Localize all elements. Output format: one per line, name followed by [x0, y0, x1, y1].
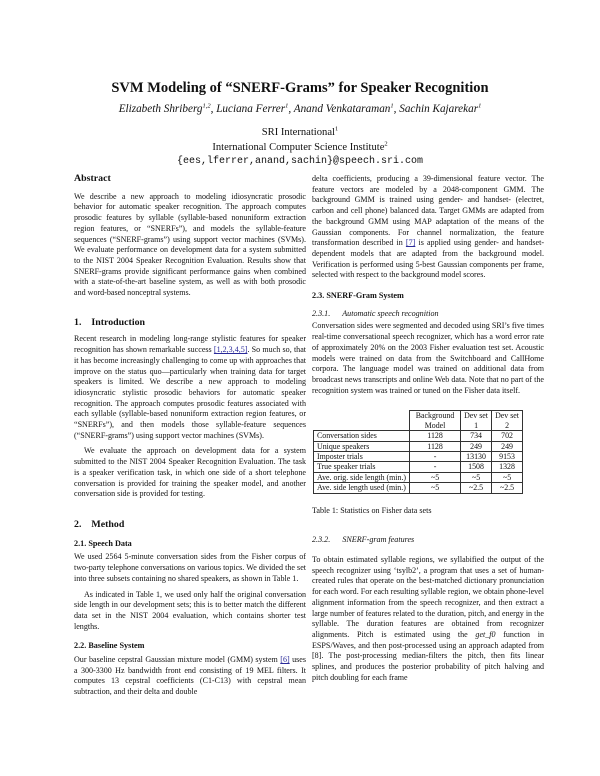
left-column — [74, 174, 306, 698]
author-list: Elizabeth Shriberg$^{1,2}$, Luciana Ferrer$^1$, Anand Venkataraman$^1$, Sachin Kajarekar$^1$ — [118, 102, 482, 115]
subsubsection-heading-asr: 2.3.1. Automatic speech recognition — [312, 308, 439, 318]
table-cell: 734 — [461, 431, 492, 441]
affiliation-line: International Computer Science Institute$^2$ — [212, 139, 388, 153]
citation-link[interactable]: [1,2,3,4,5] — [213, 345, 248, 355]
abstract-text: We describe a new approach to modeling idiosyncratic prosodic behavior for automatic speaker recognition. The approach computes prosodic features by syllable (syllable-based nonuniform extraction region features, or “SNERFs”), and models the syllable-feature sequences (“SNERF-grams”) using support vector machines (SVMs). We evaluate performance on development data for a system submitted to the NIST 2004 Speaker Recognition Evaluation. Results show that SNERF-grams provide significant performance gains when combined with a state-of-the-art baseline system, as well as with both prosodic and word-based nonceptral systems. — [74, 191, 306, 298]
intro-paragraph: We evaluate the approach on development data for a system submitted to the NIST 2004 Speaker Recognition Evaluation. The task is a speaker verification task, in which one side of a short telephone conversation is provided for training the speaker model, and another conversation side is provided for testing. — [74, 446, 306, 499]
method-paragraph: Our baseline cepstral Gaussian mixture model (GMM) system [6] uses a 300-3300 Hz bandwidth front end consisting of 19 MEL filters. It computes 13 cepstral coefficients (C1-C13) with cepstral mean subtraction, and their delta and double — [74, 655, 307, 697]
method-paragraph: delta coefficients, producing a 39-dimensional feature vector. The feature vectors are modeled by a 2048-component GMM. The background GMM is trained using gender- and handset- (electret, carbon and cell phone) balanced data. Target GMMs are adapted from the background GMM using MAP adaptation of the means of the Gaussian components. For channel normalization, the feature transformation described in [7] is applied using gender- and handset-dependent models that are adapted from the background model. Verification is performed using 5-best Gaussian components per frame, selected with respect to the background model scores. — [312, 174, 544, 280]
citation-link[interactable]: [7] — [405, 238, 416, 248]
right-column — [312, 174, 544, 683]
table-cell: 702 — [492, 431, 523, 441]
paper-title: SVM Modeling of “SNERF-Grams” for Speaker Recognition — [111, 80, 489, 96]
table-cell: ~5 — [492, 472, 523, 482]
table-cell: 1328 — [492, 462, 523, 472]
table-cell: Ave. orig. side length (min.) — [314, 472, 410, 482]
table-cell: 13130 — [461, 451, 492, 461]
section-heading-introduction: 1. Introduction — [74, 316, 146, 328]
author-name: Anand Venkataraman — [293, 103, 391, 115]
method-paragraph: Conversation sides were segmented and decoded using SRI’s five times real-time conversational speech recognizer, which has a word error rate of approximately 20% on the 2003 Fisher evaluation test set. Acoustic models were trained on data from the Switchboard and CallHome corpora. The language model was trained on additional data from broadcast news transcripts and online Web data. Note that no part of the recognition system was trained or tuned on the Fisher data itself. — [312, 321, 544, 395]
author-affil-mark: 1,2 — [202, 102, 211, 110]
table-cell: 1508 — [461, 462, 492, 472]
table-header-cell: Background Model — [410, 411, 461, 431]
table-cell: 1128 — [410, 431, 461, 441]
author-affil-mark: 1 — [478, 102, 482, 110]
affiliation-line: SRI International$^1$ — [261, 125, 339, 138]
subsection-heading-speech-data: 2.1. Speech Data — [74, 538, 132, 548]
subsubsection-heading-snerf-features: 2.3.2. SNERF-gram features — [312, 535, 415, 545]
author-affil-mark: 1 — [285, 102, 289, 110]
table-cell: 249 — [461, 441, 492, 451]
author-name: Elizabeth Shriberg — [118, 103, 203, 115]
table-cell: 1128 — [410, 441, 461, 451]
table-header-cell — [314, 411, 410, 431]
table-cell: 9153 — [492, 451, 523, 461]
author-email: {ees,lferrer,anand,sachin}@speech.sri.com — [176, 156, 424, 167]
table-cell: Unique speakers — [314, 441, 410, 451]
subsection-heading-baseline: 2.2. Baseline System — [74, 641, 145, 651]
table-row — [314, 483, 523, 493]
table-header-cell: Dev set 1 — [461, 411, 492, 431]
author-name: Sachin Kajarekar — [399, 103, 479, 115]
table-row — [314, 462, 523, 472]
abstract-heading: Abstract — [74, 173, 111, 184]
function-name: get_f0 — [475, 629, 496, 639]
method-paragraph: We used 2564 5-minute conversation sides from the Fisher corpus of two-party telephone conversations on various topics. We divided the set into three subsets containing no shared speakers, as shown in Table 1. — [74, 552, 306, 583]
table-cell: ~5 — [410, 483, 461, 493]
table-cell: True speaker trials — [314, 462, 410, 472]
method-paragraph: As indicated in Table 1, we used only half the original conversation side length in our development sets; this is to better match the different data set in the NIST 2004 evaluation, which contains shorter test lengths. — [74, 589, 306, 631]
author-name: Luciana Ferrer — [216, 103, 286, 115]
citation-link[interactable]: [6] — [280, 655, 290, 665]
intro-paragraph: Recent research in modeling long-range stylistic features for speaker recognition has shown remarkable success [1,2,3,4,5]. So much so, that it has become increasingly challenging to come up with approaches that improve on the status quo—particularly when training data for target speakers is limited. We describe a new approach to modeling idiosyncratic stylistic prosodic behaviors for automatic speaker recognition. The approach computes prosodic features associated with each syllable (syllable-based nonuniform extraction region features, or “SNERFs”), and then models those syllable-feature sequences (“SNERF-grams”) using support vector machines (SVMs). — [74, 334, 307, 440]
table-cell: Ave. side length used (min.) — [314, 483, 410, 493]
table-row — [314, 431, 523, 441]
table-cell: ~2.5 — [461, 483, 492, 493]
table-cell: 249 — [492, 441, 523, 451]
affiliations — [0, 126, 600, 170]
author-affil-mark: 1 — [390, 102, 394, 110]
section-heading-method: 2. Method — [74, 518, 125, 530]
method-paragraph: To obtain estimated syllable regions, we syllabified the output of the speech recognizer using ‘tsylb2’, a program that uses a set of human-created rules that operate on the best-matched dictionary pronunciation for each word. For each resulting syllable region, we obtain phone-level alignment information from the speech recognizer, and then extract a large number of features related to the duration, pitch, and energy in the syllable. The duration features are obtained from recognizer alignments. Pitch is estimated using the get_f0 function in ESPS/Waves, and then post-processed using an approach adapted from [8]. The post-processing median-filters the pitch, then fits linear splines, and produces the posterior probability of pitch halving and pitch doubling for each frame — [312, 555, 544, 682]
table-cell: ~5 — [461, 472, 492, 482]
table-header-cell: Dev set 2 — [492, 411, 523, 431]
table-1 — [313, 410, 523, 493]
subsection-heading-snerf-gram: 2.3. SNERF-Gram System — [312, 291, 404, 301]
table-cell: - — [410, 462, 461, 472]
table-cell: ~5 — [410, 472, 461, 482]
table-cell: Conversation sides — [314, 431, 410, 441]
table-row — [314, 472, 523, 482]
table-cell: ~2.5 — [492, 483, 523, 493]
table-row — [314, 441, 523, 451]
table-caption: Table 1: Statistics on Fisher data sets — [312, 505, 432, 515]
table-row — [314, 451, 523, 461]
table-cell: Imposter trials — [314, 451, 410, 461]
table-header-row — [314, 411, 523, 431]
table-cell: - — [410, 451, 461, 461]
